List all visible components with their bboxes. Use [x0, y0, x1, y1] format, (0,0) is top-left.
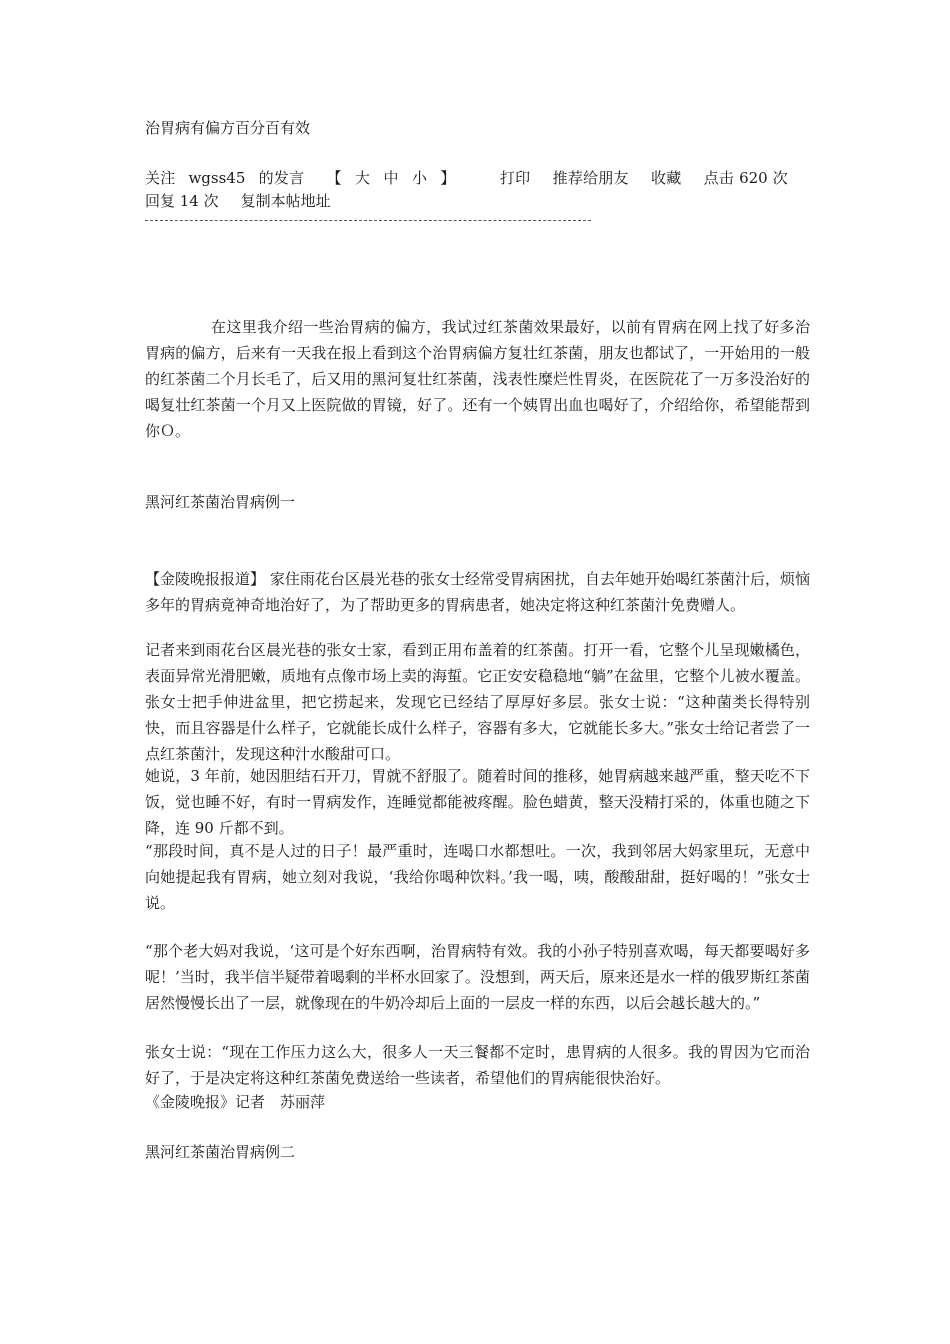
case1-paragraph-5: “那个老大妈对我说，‘这可是个好东西啊，治胃病特有效。我的小孙子特别喜欢喝，每天都要喝好多呢！’当时，我半信半疑带着喝剩的半杯水回家了。没想到，两天后，原来还是水一样的俄罗斯红茶菌居然慢慢长出了一层，就像现在的牛奶冷却后上面的一层皮一样的东西，以后会越长越大的。”: [145, 942, 810, 1012]
print-link[interactable]: 打印: [499, 169, 531, 187]
case1-paragraph-3: 她说，3 年前，她因胆结石开刀，胃就不舒服了。随着时间的推移，她胃病越来越严重，整天吃不下饭，觉也睡不好，有时一胃病发作，连睡觉都能被疼醒。脸色蜡黄，整天没精打采的，体重也随之下降，连 90 斤都不到。: [145, 767, 810, 837]
font-size-close-bracket: 】: [440, 169, 456, 187]
follow-link[interactable]: 关注: [145, 169, 176, 187]
case1-paragraph-2: 记者来到雨花台区晨光巷的张女士家，看到正用布盖着的红茶菌。打开一看，它整个儿呈现嫩橘色，表面异常光滑肥嫩，质地有点像市场上卖的海蜇。它正安安稳稳地“躺”在盆里，它整个儿被水覆盖。张女士把手伸进盆里，把它捞起来，发现它已经结了厚厚好多层。张女士说：“这种菌类长得特别快，而且容器是什么样子，它就能长成什么样子，容器有多大，它就能长多大。”张女士给记者尝了一点红茶菌汁，发现这种汁水酸甜可口。: [145, 641, 810, 763]
case1-paragraph-1: 【金陵晚报报道】 家住雨花台区晨光巷的张女士经常受胃病困扰，自去年她开始喝红茶菌汁后，烦恼多年的胃病竟神奇地治好了，为了帮助更多的胃病患者，她决定将这种红茶菌汁免费赠人。: [145, 570, 810, 614]
case2-heading: 黑河红茶菌治胃病例二: [145, 1143, 296, 1161]
font-size-medium-button[interactable]: 中: [383, 169, 399, 187]
case1-heading: 黑河红茶菌治胃病例一: [145, 493, 296, 511]
case1-paragraph-4: “那段时间，真不是人过的日子！最严重时，连喝口水都想吐。一次，我到邻居大妈家里玩，无意中向她提起我有胃病，她立刻对我说，‘我给你喝种饮料。’我一喝，咦，酸酸甜甜，挺好喝的！”张女士说。: [145, 842, 810, 912]
divider: [145, 220, 591, 221]
reply-count: 回复 14 次: [145, 192, 219, 210]
post-title: 治胃病有偏方百分百有效: [145, 119, 311, 137]
favorite-link[interactable]: 收藏: [650, 169, 682, 187]
font-size-small-button[interactable]: 小: [411, 169, 428, 187]
posts-label: 的发言: [258, 169, 305, 187]
recommend-link[interactable]: 推荐给朋友: [552, 169, 629, 187]
author-link[interactable]: wgss45: [188, 169, 246, 187]
intro-paragraph: 在这里我介绍一些治胃病的偏方，我试过红茶菌效果最好，以前有胃病在网上找了好多治胃病的偏方，后来有一天我在报上看到这个治胃病偏方复壮红茶菌，朋友也都试了，一开始用的一般的红茶菌二个月长毛了，后又用的黑河复壮红茶菌，浅表性糜烂性胃炎，在医院花了一万多没治好的喝复壮红茶菌一个月又上医院做的胃镜，好了。还有一个姨胃出血也喝好了，介绍给你，希望能帮到你Ｏ。: [145, 318, 810, 440]
case1-byline: 《金陵晚报》记者 苏丽萍: [145, 1093, 326, 1111]
post-toolbar: [145, 167, 810, 213]
case1-paragraph-6: 张女士说：“现在工作压力这么大，很多人一天三餐都不定时，患胃病的人很多。我的胃因为它而治好了，于是决定将这种红茶菌免费送给一些读者，希望他们的胃病能很快治好。: [145, 1043, 810, 1087]
font-size-open-bracket: 【: [326, 169, 342, 187]
font-size-large-button[interactable]: 大: [354, 169, 371, 187]
click-count: 点击 620 次: [703, 169, 788, 187]
copy-url-link[interactable]: 复制本帖地址: [240, 192, 331, 210]
